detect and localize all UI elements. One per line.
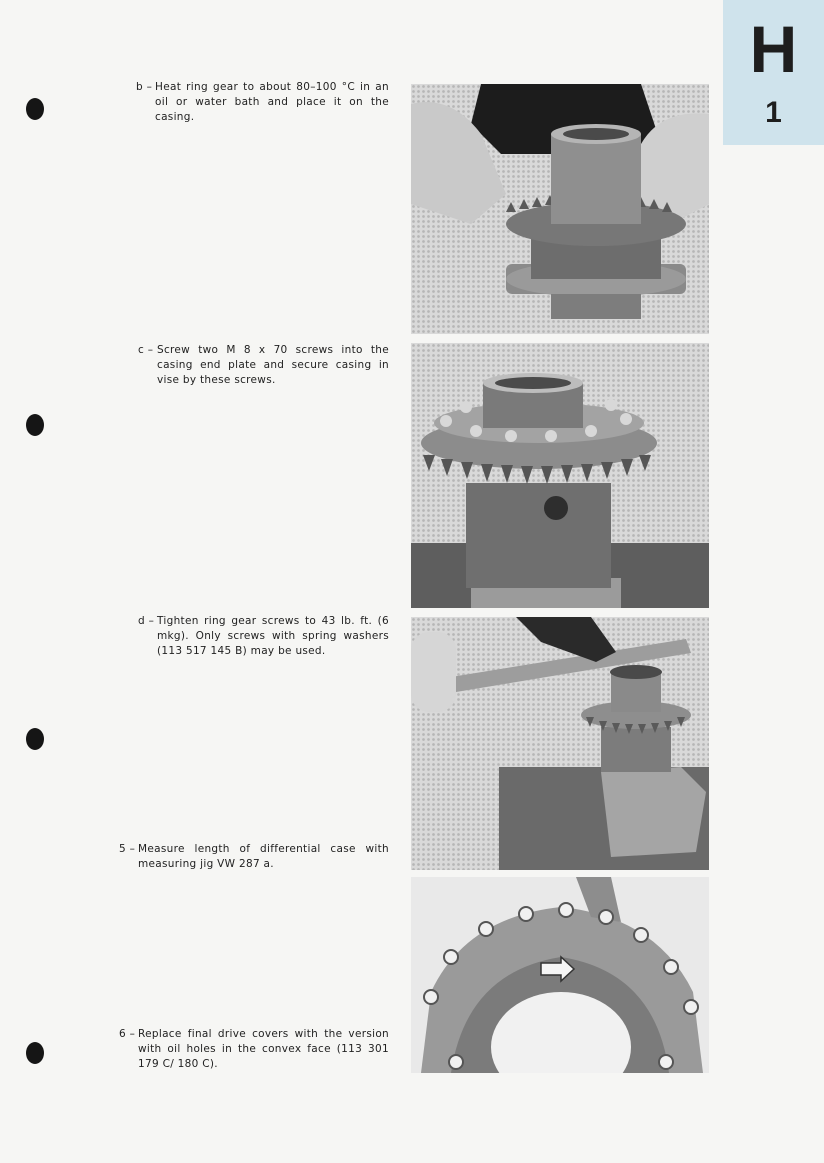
binder-hole — [26, 98, 44, 120]
binder-hole — [26, 728, 44, 750]
section-letter: H — [749, 12, 798, 86]
photo-casing-in-vise — [411, 343, 709, 608]
step-c — [138, 343, 389, 388]
binder-hole — [26, 1042, 44, 1064]
step-b — [136, 80, 389, 125]
step-6 — [119, 1027, 389, 1072]
step-label: b – — [136, 81, 153, 93]
step-label: c – — [138, 344, 154, 356]
section-number: 1 — [765, 96, 782, 129]
photo-tightening-screws — [411, 617, 709, 870]
photo-ring-gear-on-casing — [411, 84, 709, 334]
step-text: Tighten ring gear screws to 43 lb. ft. (6 mkg). Only screws with spring washers (113 517 145 B) may be used. — [157, 615, 389, 657]
step-d — [138, 614, 389, 659]
step-5 — [119, 842, 389, 872]
step-text: Measure length of differential case with measuring jig VW 287 a. — [138, 843, 389, 870]
binder-hole — [26, 414, 44, 436]
step-label: 5 – — [119, 843, 136, 855]
step-text: Heat ring gear to about 80–100 °C in an oil or water bath and place it on the casing. — [155, 81, 389, 123]
section-tab — [723, 0, 824, 145]
step-label: 6 – — [119, 1028, 136, 1040]
step-text: Screw two M 8 x 70 screws into the casing end plate and secure casing in vise by these screws. — [157, 344, 389, 386]
photo-final-drive-cover — [411, 877, 709, 1073]
step-text: Replace final drive covers with the version with oil holes in the convex face (113 301 179 C/ 180 C). — [138, 1028, 389, 1070]
step-label: d – — [138, 615, 155, 627]
